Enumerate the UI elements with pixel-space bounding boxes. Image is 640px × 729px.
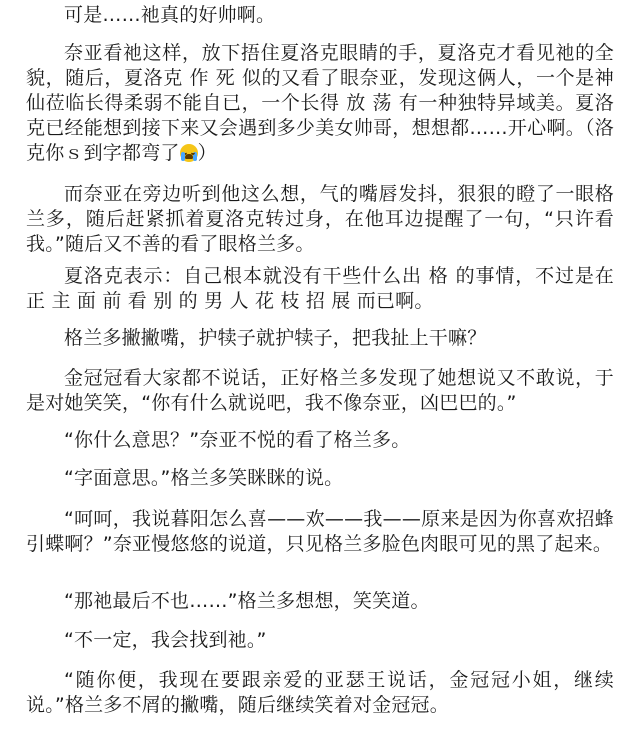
paragraph-12: “随你便，我现在要跟亲爱的亚瑟王说话，金冠冠小姐，继续说。”格兰多不屑的撇嘴，随后继续笑着对金冠冠。 [26, 669, 614, 716]
paragraph-6: 金冠冠看大家都不说话，正好格兰多发现了她想说又不敢说，于是对她笑笑，“你有什么就说吧，我不像奈亚，凶巴巴的。” [26, 367, 614, 414]
paragraph-9: “呵呵，我说暮阳怎么喜——欢——我——原来是因为你喜欢招蜂引蝶啊？”奈亚慢悠悠的说道，只见格兰多脸色肉眼可见的黑了起来。 [26, 508, 614, 555]
paragraph-11: “不一定，我会找到祂。” [64, 629, 267, 651]
paragraph-4: 夏洛克表示：自己根本就没有干些什么出 格 的事情，不过是在 正 主 面 前 看 别 的 男 人 花 枝 招 展 而已啊。 [26, 265, 614, 312]
paragraph-8: “字面意思。”格兰多笑眯眯的说。 [64, 467, 344, 489]
paragraph-2 [26, 41, 614, 166]
paragraph-3: 而奈亚在旁边听到他这么想，气的嘴唇发抖，狠狠的瞪了一眼格兰多，随后赶紧抓着夏洛克转过身，在他耳边提醒了一句，“只许看我。”随后又不善的看了眼格兰多。 [26, 183, 614, 255]
paragraph-7: “你什么意思？”奈亚不悦的看了格兰多。 [64, 429, 411, 451]
paragraph-1: 可是……祂真的好帅啊。 [64, 4, 276, 26]
paragraph-10: “那祂最后不也……”格兰多想想，笑笑道。 [64, 590, 430, 612]
paragraph-2-close: ） [197, 142, 217, 164]
crying-face-icon [180, 144, 198, 162]
paragraph-2-text: 奈亚看祂这样，放下捂住夏洛克眼睛的手，夏洛克才看见祂的全貌，随后，夏洛克 作 死 似的又看了眼奈亚，发现这俩人，一个是神仙莅临长得柔弱不能自已，一个长得 放 荡 有一种独特异域美。夏洛克已经能想到接下来又会遇到多少美女帅哥，想想都……开心啊。（洛克你ｓ到字都弯了 [26, 42, 614, 164]
paragraph-5: 格兰多撇撇嘴，护犊子就护犊子，把我扯上干嘛？ [64, 327, 487, 349]
